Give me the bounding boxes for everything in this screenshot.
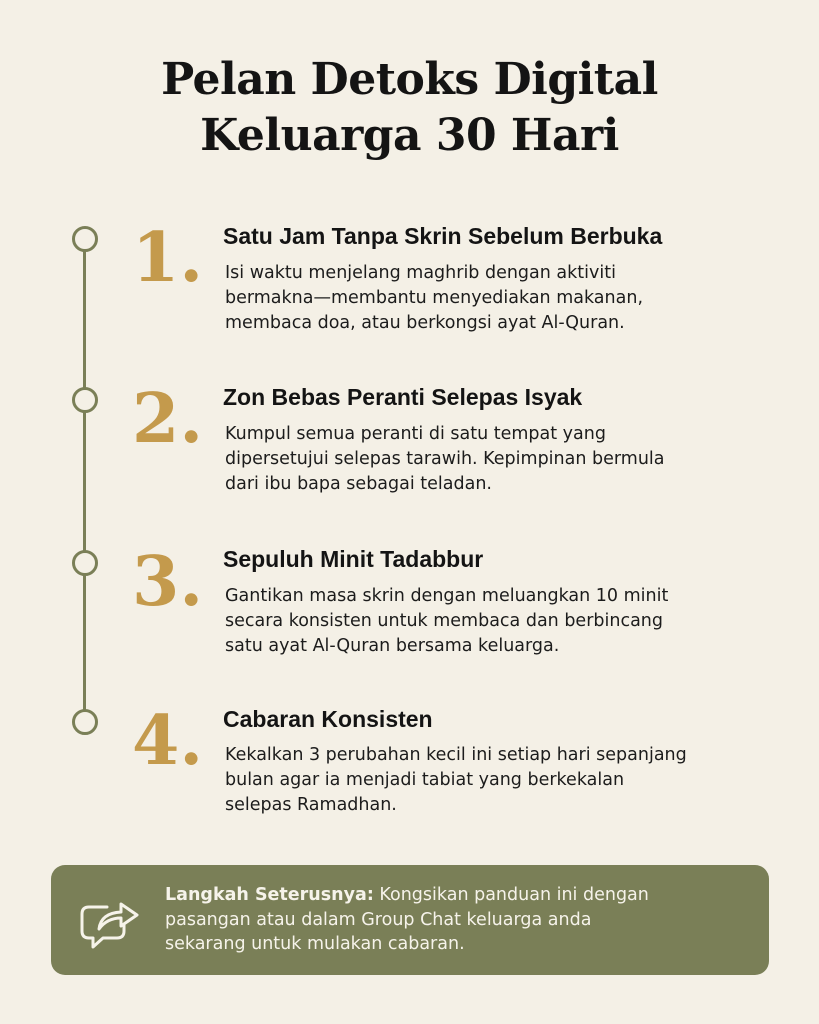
page-title [0,52,819,164]
step-description-2 [225,422,765,497]
timeline-line [83,237,86,720]
step-title-1: Satu Jam Tanpa Skrin Sebelum Berbuka [223,223,663,249]
step-title-3: Sepuluh Minit Tadabbur [223,546,484,572]
step-description-1 [225,261,765,336]
title-line-1: Pelan Detoks Digital [161,54,658,105]
step-4-line-2: bulan agar ia menjadi tabiat yang berkekalan [225,770,625,790]
step-2-line-2: dipersetujui selepas tarawih. Kepimpinan bermula [225,449,665,469]
step-description-4 [225,743,765,818]
step-number-3: 3. [132,542,203,622]
step-2-line-3: dari ibu bapa sebagai teladan. [225,474,492,494]
next-step-label: Langkah Seterusnya: [165,885,374,905]
next-step-line-2: pasangan atau dalam Group Chat keluarga anda [165,909,592,930]
step-title-2: Zon Bebas Peranti Selepas Isyak [223,384,583,410]
step-3-line-1: Gantikan masa skrin dengan meluangkan 10 minit [225,586,669,606]
title-line-2: Keluarga 30 Hari [200,110,619,161]
step-1-line-2: bermakna—membantu menyediakan makanan, [225,288,644,308]
step-title-4: Cabaran Konsisten [223,706,433,732]
step-1-line-1: Isi waktu menjelang maghrib dengan aktiviti [225,263,616,283]
next-step-line-1-rest: Kongsikan panduan ini dengan [373,885,649,905]
timeline-node-1 [72,226,98,252]
step-number-4: 4. [132,701,203,781]
step-3-line-2: secara konsisten untuk membaca dan berbincang [225,611,663,631]
step-1-line-3: membaca doa, atau berkongsi ayat Al-Quran. [225,313,625,333]
share-icon [77,895,141,951]
timeline-node-3 [72,550,98,576]
timeline-node-4 [72,709,98,735]
step-number-2: 2. [132,379,203,459]
step-4-line-3: selepas Ramadhan. [225,795,397,815]
step-2-line-1: Kumpul semua peranti di satu tempat yang [225,424,606,444]
timeline-node-2 [72,387,98,413]
step-3-line-3: satu ayat Al-Quran bersama keluarga. [225,636,560,656]
step-number-1: 1. [132,218,203,298]
next-step-banner [51,865,769,975]
next-step-line-1 [165,883,755,908]
next-step-text [165,883,755,957]
step-description-3 [225,584,765,659]
step-4-line-1: Kekalkan 3 perubahan kecil ini setiap hari sepanjang [225,745,687,765]
next-step-line-3: sekarang untuk mulakan cabaran. [165,934,465,954]
